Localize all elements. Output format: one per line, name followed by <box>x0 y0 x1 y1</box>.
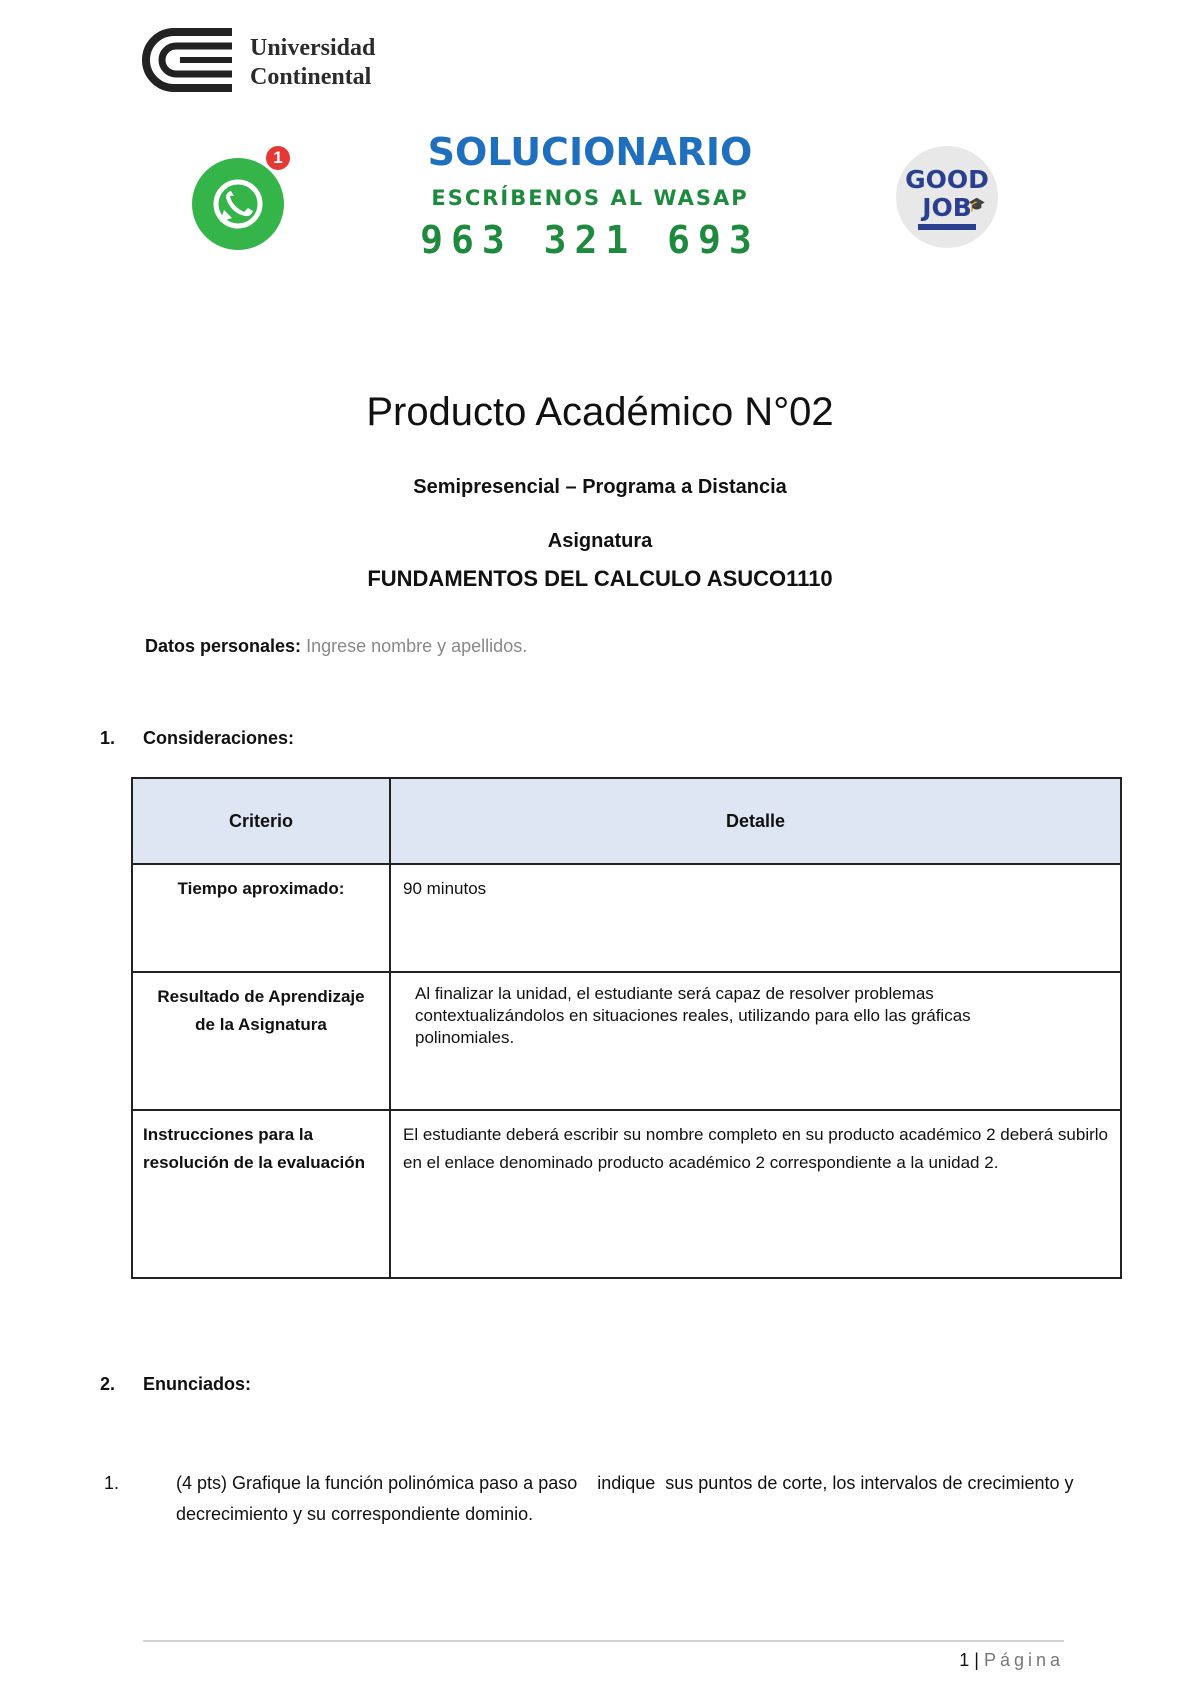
university-name <box>250 34 375 92</box>
section-title: Consideraciones: <box>143 728 295 748</box>
document-title: Producto Académico N°02 <box>366 390 834 434</box>
table-header-criterio: Criterio <box>132 778 390 864</box>
modality: Semipresencial – Programa a Distancia <box>413 476 787 498</box>
table-cell-criterio: Instrucciones para la resolución de la evaluación <box>132 1110 390 1278</box>
section-number: 2. <box>100 1374 116 1394</box>
question-item <box>104 1468 1079 1530</box>
goodjob-logo <box>896 146 998 248</box>
page-footer <box>900 1650 1064 1671</box>
footer-separator: | <box>974 1650 979 1670</box>
table-row <box>132 972 1121 1110</box>
university-name-line1: Universidad <box>250 35 376 61</box>
table-cell-detalle: 90 minutos <box>390 864 1121 972</box>
personal-data <box>145 636 527 657</box>
notification-badge: 1 <box>266 146 290 170</box>
personal-data-label: Datos personales: <box>145 636 302 656</box>
page-label: Página <box>983 1650 1064 1670</box>
whatsapp-icon <box>190 148 294 252</box>
continental-logo-icon <box>140 24 244 94</box>
subject-name: FUNDAMENTOS DEL CALCULO ASUCO1110 <box>367 566 833 591</box>
table-row <box>132 1110 1121 1278</box>
table-row <box>132 864 1121 972</box>
goodjob-line1: GOOD <box>905 165 989 194</box>
table-cell-detalle: El estudiante deberá escribir su nombre completo en su producto académico 2 deberá subirlo en el enlace denominado producto académico 2 correspondiente a la unidad 2. <box>390 1110 1121 1278</box>
criteria-table <box>131 777 1122 1279</box>
solucionario-subtitle: ESCRÍBENOS AL WASAP <box>431 186 749 210</box>
personal-data-field[interactable]: Ingrese nombre y apellidos. <box>306 636 528 656</box>
solucionario-phone: 963 321 693 <box>420 218 760 262</box>
question-text: (4 pts) Grafique la función polinómica paso a paso indique sus puntos de corte, los intervalos de crecimiento y decrecimiento y su correspondiente dominio. <box>176 1473 1079 1524</box>
section-title: Enunciados: <box>143 1374 252 1394</box>
table-header-row <box>132 778 1121 864</box>
table-header-detalle: Detalle <box>390 778 1121 864</box>
footer-divider <box>143 1640 1064 1642</box>
table-cell-criterio: Tiempo aproximado: <box>132 864 390 972</box>
goodjob-band <box>918 224 976 230</box>
subject-label: Asignatura <box>547 530 653 552</box>
section-enunciados <box>100 1374 251 1395</box>
table-cell-detalle: Al finalizar la unidad, el estudiante será capaz de resolver problemas contextualizándolos en situaciones reales, utilizando para ello las gráficas polinomiales. <box>390 972 1121 1110</box>
page-number: 1 <box>959 1650 970 1670</box>
goodjob-line2: JOB <box>922 193 972 222</box>
section-number: 1. <box>100 728 116 748</box>
table-cell-criterio: Resultado de Aprendizaje de la Asignatura <box>132 972 390 1110</box>
solucionario-title: SOLUCIONARIO <box>427 130 753 174</box>
graduation-cap-icon: 🎓 <box>968 196 986 212</box>
university-name-line2: Continental <box>250 64 372 90</box>
question-number: 1. <box>104 1473 120 1493</box>
section-consideraciones <box>100 728 294 749</box>
